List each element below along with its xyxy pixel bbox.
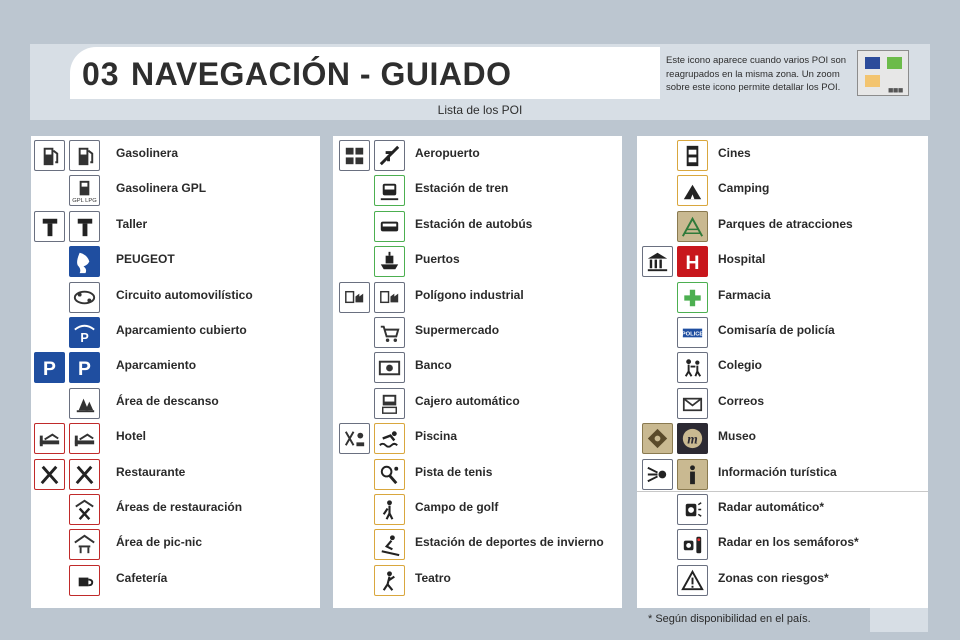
poi-cluster-icon xyxy=(857,50,909,96)
poi-label: Correos xyxy=(718,393,765,408)
poi-label: Aparcamiento xyxy=(116,358,197,373)
poi-label: Radar en los semáforos* xyxy=(718,535,859,550)
poi-row xyxy=(333,421,622,456)
poi-label: Estación de deportes de invierno xyxy=(415,535,604,550)
poi-row xyxy=(333,350,622,385)
poi-row xyxy=(31,563,320,598)
poi-column-1 xyxy=(31,136,320,608)
cluster-dots: ■■■ xyxy=(888,85,903,95)
poi-row xyxy=(333,138,622,173)
poi-label: Comisaría de policía xyxy=(718,323,835,337)
poi-label: Información turística xyxy=(718,464,837,479)
poi-label: Taller xyxy=(116,216,148,231)
poi-label: Gasolinera GPL xyxy=(116,181,207,196)
poi-label: Teatro xyxy=(415,570,451,585)
cutlery-icon xyxy=(69,459,100,490)
poi-row xyxy=(333,563,622,598)
info-i-icon xyxy=(677,459,708,490)
roadside-restaurant-icon xyxy=(69,494,100,525)
poi-row xyxy=(31,386,320,421)
skier-icon xyxy=(374,529,405,560)
poi-row xyxy=(637,280,928,315)
poi-label: Circuito automovilístico xyxy=(116,287,253,302)
tourist-info-rays-icon xyxy=(642,459,673,490)
poi-row xyxy=(637,350,928,385)
poi-row xyxy=(31,350,320,385)
red-light-camera-icon xyxy=(677,529,708,560)
svg-text:P: P xyxy=(80,331,89,346)
train-icon xyxy=(374,175,405,206)
pharmacy-cross-icon xyxy=(677,282,708,313)
theatre-icon xyxy=(374,565,405,596)
poi-label: Restaurante xyxy=(116,464,186,479)
airport-icon xyxy=(339,140,370,171)
tennis-icon xyxy=(374,459,405,490)
shopping-cart-icon xyxy=(374,317,405,348)
poi-label: Zonas con riesgos* xyxy=(718,570,829,585)
svg-text:P: P xyxy=(43,359,56,381)
hammer-icon xyxy=(69,211,100,242)
poi-row xyxy=(637,527,928,562)
coffee-cup-icon xyxy=(69,565,100,596)
svg-text:H: H xyxy=(685,253,700,275)
bus-icon xyxy=(374,211,405,242)
poi-label: Aparcamiento cubierto xyxy=(116,323,247,337)
fuel-pump-icon xyxy=(34,140,65,171)
industrial-zone-icon xyxy=(339,282,370,313)
poi-row xyxy=(333,173,622,208)
poi-label: Polígono industrial xyxy=(415,287,524,302)
speed-camera-icon xyxy=(677,494,708,525)
cluster-info-text: Este icono aparece cuando varios POI son reagrupados en la misma zona. Un zoom sobre este icono permite detallar los POI. xyxy=(666,55,847,93)
poi-row xyxy=(333,315,622,350)
poi-label: Área de descanso xyxy=(116,393,219,408)
landmark-icon xyxy=(642,423,673,454)
port-boat-icon xyxy=(374,246,405,277)
poi-label: Farmacia xyxy=(718,287,771,302)
poi-row xyxy=(333,457,622,492)
poi-row xyxy=(31,280,320,315)
poi-row xyxy=(637,386,928,421)
bank-note-icon xyxy=(374,352,405,383)
cluster-square-blue xyxy=(865,57,880,69)
poi-label: Áreas de restauración xyxy=(116,500,243,514)
sports-icon xyxy=(339,423,370,454)
poi-row xyxy=(31,209,320,244)
poi-label: Aeropuerto xyxy=(415,146,480,160)
poi-label: Campo de golf xyxy=(415,500,499,514)
poi-row xyxy=(637,244,928,279)
atm-icon xyxy=(374,388,405,419)
cutlery-icon xyxy=(34,459,65,490)
public-building-icon xyxy=(642,246,673,277)
hammer-icon xyxy=(34,211,65,242)
poi-label: Banco xyxy=(415,358,452,373)
poi-list-subtitle: Lista de los POI xyxy=(437,103,523,117)
poi-label: Hospital xyxy=(718,252,766,267)
cluster-square-green xyxy=(887,57,902,69)
poi-label: PEUGEOT xyxy=(116,252,175,267)
svg-text:P: P xyxy=(78,359,91,381)
chapter-number: 03 xyxy=(82,56,120,92)
poi-column-3 xyxy=(637,136,928,608)
parking-icon xyxy=(34,352,65,383)
poi-label: Cajero automático xyxy=(415,393,520,408)
bed-icon xyxy=(34,423,65,454)
lpg-pump-icon xyxy=(69,175,100,206)
poi-label: Piscina xyxy=(415,429,458,444)
svg-text:POLICE: POLICE xyxy=(681,331,704,338)
poi-label: Gasolinera xyxy=(116,146,179,160)
fuel-pump-icon xyxy=(69,140,100,171)
amusement-park-icon xyxy=(677,211,708,242)
poi-row xyxy=(333,492,622,527)
poi-label: Estación de autobús xyxy=(415,216,533,231)
poi-row xyxy=(31,244,320,279)
danger-zone-icon xyxy=(677,565,708,596)
poi-row xyxy=(637,457,928,492)
cluster-square-orange xyxy=(865,75,880,87)
poi-label: Cafetería xyxy=(116,570,168,585)
poi-column-2 xyxy=(333,136,622,608)
poi-label: Puertos xyxy=(415,252,460,267)
picnic-table-icon xyxy=(69,529,100,560)
envelope-icon xyxy=(677,388,708,419)
page-number-box xyxy=(870,608,928,632)
poi-row xyxy=(31,457,320,492)
poi-row xyxy=(31,315,320,350)
poi-row xyxy=(637,138,928,173)
poi-row xyxy=(333,386,622,421)
svg-text:GPL LPG: GPL LPG xyxy=(72,198,97,205)
airplane-icon xyxy=(374,140,405,171)
peugeot-lion-icon xyxy=(69,246,100,277)
parking-icon xyxy=(69,352,100,383)
section-divider xyxy=(637,491,928,492)
hospital-h-icon xyxy=(677,246,708,277)
covered-parking-icon xyxy=(69,317,100,348)
poi-label: Estación de tren xyxy=(415,181,509,196)
poi-label: Radar automático* xyxy=(718,500,825,514)
page-title: NAVEGACIÓN - GUIADO xyxy=(131,56,512,92)
poi-row xyxy=(333,244,622,279)
poi-row xyxy=(637,421,928,456)
poi-label: Pista de tenis xyxy=(415,464,493,479)
poi-label: Parques de atracciones xyxy=(718,216,853,231)
swimmer-icon xyxy=(374,423,405,454)
rest-area-icon xyxy=(69,388,100,419)
museum-m-icon xyxy=(677,423,708,454)
poi-row xyxy=(333,280,622,315)
film-strip-icon xyxy=(677,140,708,171)
poi-row xyxy=(31,421,320,456)
poi-row xyxy=(31,492,320,527)
camping-tent-icon xyxy=(677,175,708,206)
race-circuit-icon xyxy=(69,282,100,313)
poi-row xyxy=(637,173,928,208)
poi-row xyxy=(333,209,622,244)
poi-row xyxy=(637,492,928,527)
poi-label: Colegio xyxy=(718,358,762,373)
poi-row xyxy=(31,173,320,208)
poi-row xyxy=(31,527,320,562)
poi-label: Área de pic-nic xyxy=(116,535,203,550)
poi-label: Supermercado xyxy=(415,323,500,337)
poi-row xyxy=(637,315,928,350)
poi-row xyxy=(637,209,928,244)
school-children-icon xyxy=(677,352,708,383)
poi-label: Cines xyxy=(718,146,751,160)
poi-label: Hotel xyxy=(116,429,146,444)
poi-row xyxy=(637,563,928,598)
poi-label: Museo xyxy=(718,429,757,444)
svg-text:m: m xyxy=(687,431,698,447)
poi-row xyxy=(31,138,320,173)
poi-row xyxy=(333,527,622,562)
poi-label: Camping xyxy=(718,181,770,196)
bed-icon xyxy=(69,423,100,454)
police-icon xyxy=(677,317,708,348)
footnote: * Según disponibilidad en el país. xyxy=(648,613,811,625)
industrial-zone-icon xyxy=(374,282,405,313)
golf-icon xyxy=(374,494,405,525)
